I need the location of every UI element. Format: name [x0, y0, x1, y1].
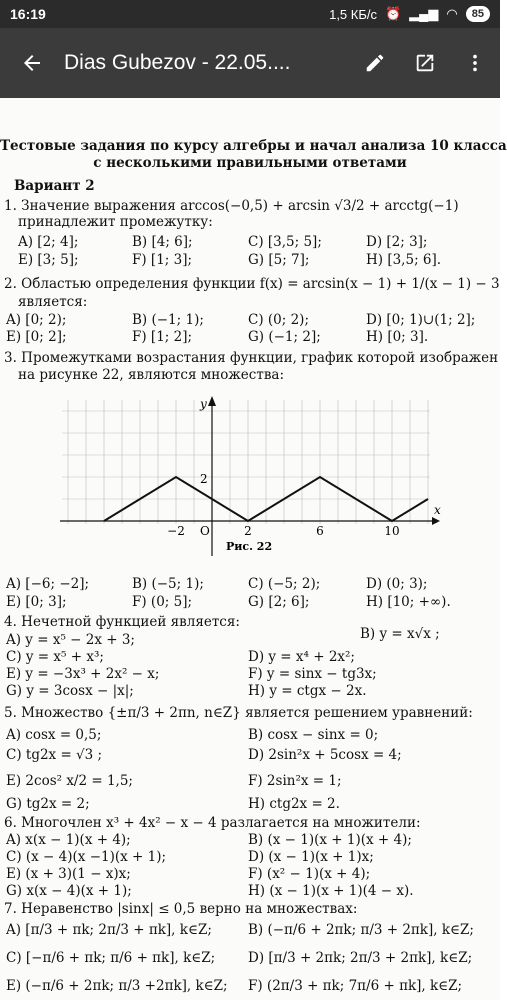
q6-opt-c: C) (x − 4)(x −1)(x + 1); — [6, 849, 167, 865]
origin-label: O — [200, 524, 210, 538]
open-external-button[interactable] — [400, 28, 450, 98]
q3-opt-g: G) [2; 6]; — [248, 594, 310, 610]
y-axis-arrow — [208, 396, 216, 406]
q4-opt-g: G) y = 3cosx − |x|; — [6, 683, 134, 699]
function-graph — [60, 396, 440, 556]
q1-opt-b: B) [4; 6]; — [132, 234, 193, 250]
q5-opt-g: G) tg2x = 2; — [6, 796, 90, 812]
q7-opt-a: A) [π/3 + πk; 2π/3 + πk], k∈Z; — [6, 922, 212, 938]
q4-opt-f: F) y = sinx − tg3x; — [248, 666, 377, 682]
doc-header-1: Тестовые задания по курсу алгебры и начал анализа 10 класса — [0, 138, 507, 154]
wifi-icon: ◠ — [446, 6, 458, 21]
q3-opt-b: B) (−5; 1); — [132, 576, 204, 592]
q3-opt-d: D) (0; 3); — [366, 576, 428, 592]
q2-opt-b: B) (−1; 1); — [132, 312, 204, 328]
battery-icon: 85 — [466, 6, 490, 22]
x-tick-label: 6 — [316, 524, 324, 538]
arrow-left-icon — [20, 51, 44, 75]
q2-opt-e: E) [0; 2]; — [6, 329, 67, 345]
q2-opt-c: C) (0; 2); — [248, 312, 309, 328]
q1-opt-g: G) [5; 7]; — [248, 252, 310, 268]
y-axis-label: y — [200, 397, 207, 411]
q3-opt-a: A) [−6; −2]; — [6, 576, 90, 592]
doc-header-2: с несколькими правильными ответами — [93, 155, 407, 171]
q6-opt-e: E) (x + 3)(1 − x)x; — [6, 866, 131, 882]
app-bar — [0, 28, 500, 98]
q3-opt-e: E) [0; 3]; — [6, 594, 67, 610]
x-tick-label: −2 — [167, 524, 185, 538]
q4-opt-d: D) y = x⁴ + 2x²; — [248, 649, 355, 665]
edit-button[interactable] — [350, 28, 400, 98]
q2-opt-g: G) (−1; 2]; — [248, 329, 321, 345]
q5-opt-e: E) 2cos² x/2 = 1,5; — [6, 773, 133, 789]
graph-svg — [60, 396, 440, 556]
x-axis-arrow — [432, 517, 440, 525]
q1-text: 1. Значение выражения arccos(−0,5) + arcsin √3/2 + arcctg(−1) — [4, 198, 459, 214]
q6-opt-b: B) (x − 1)(x + 1)(x + 4); — [248, 832, 412, 848]
q4-opt-h: H) y = ctgx − 2x. — [248, 683, 367, 699]
q7-opt-b: B) (−π/6 + 2πk; π/3 + 2πk], k∈Z; — [248, 922, 474, 938]
more-button[interactable] — [450, 28, 500, 98]
q3-opt-h: H) [10; +∞). — [366, 594, 451, 610]
q6-opt-d: D) (x − 1)(x + 1)x; — [248, 849, 374, 865]
q4-opt-a: A) y = x⁵ − 2x + 3; — [6, 632, 135, 648]
q6-opt-g: G) x(x − 4)(x + 1); — [6, 883, 132, 899]
q7-opt-e: E) (−π/6 + 2πk; π/3 +2πk], k∈Z; — [6, 978, 228, 994]
q1-opt-c: C) [3,5; 5]; — [248, 234, 322, 250]
q6-text: 6. Многочлен x³ + 4x² − x − 4 разлагается на множители: — [4, 815, 421, 831]
q4-opt-e: E) y = −3x³ + 2x² − x; — [6, 666, 160, 682]
q1-opt-h: H) [3,5; 6]. — [366, 252, 442, 268]
q1-opt-e: E) [3; 5]; — [18, 252, 79, 268]
q5-opt-d: D) 2sin²x + 5cosx = 4; — [248, 747, 402, 763]
x-tick-label: 2 — [244, 524, 252, 538]
q5-text: 5. Множество {±π/3 + 2πn, n∈Z} является решением уравнений: — [4, 705, 473, 721]
q3-opt-f: F) (0; 5]; — [132, 594, 193, 610]
variant-title: Вариант 2 — [14, 178, 95, 194]
x-tick-label: 10 — [384, 524, 400, 538]
q7-opt-d: D) [π/3 + 2πk; 2π/3 + 2πk], k∈Z; — [248, 950, 473, 966]
q3-text-2: на рисунке 22, являются множества: — [18, 367, 285, 383]
q7-opt-f: F) (2π/3 + πk; 7π/6 + πk], k∈Z; — [248, 978, 463, 994]
status-time: 16:19 — [10, 6, 46, 22]
q4-opt-c: C) y = x⁵ + x³; — [6, 649, 104, 665]
q1-opt-d: D) [2; 3]; — [366, 234, 428, 250]
q5-opt-b: B) cosx − sinx = 0; — [248, 727, 379, 743]
signal-icon: ▂▄▆ — [409, 6, 439, 21]
q1-opt-f: F) [1; 3]; — [132, 252, 193, 268]
q4-opt-b: B) y = x√x ; — [360, 626, 440, 642]
q2-opt-h: H) [0; 3]. — [366, 329, 429, 345]
network-speed: 1,5 КБ/с — [329, 6, 377, 22]
q3-opt-c: C) (−5; 2); — [248, 576, 321, 592]
alarm-icon: ⏰ — [385, 6, 402, 21]
q7-opt-c: C) [−π/6 + πk; π/6 + πk], k∈Z; — [6, 950, 216, 966]
q5-opt-h: H) ctg2x = 2. — [248, 796, 340, 812]
q4-text: 4. Нечетной функцией является: — [4, 614, 240, 630]
q2-opt-d: D) [0; 1)∪(1; 2]; — [366, 312, 476, 328]
figure-caption: Рис. 22 — [226, 540, 273, 553]
q1-text-2: принадлежит промежутку: — [18, 214, 213, 230]
pencil-icon — [364, 52, 386, 74]
open-in-new-icon — [414, 52, 436, 74]
q5-opt-c: C) tg2x = √3 ; — [6, 747, 103, 763]
q6-opt-a: A) x(x − 1)(x + 4); — [6, 832, 131, 848]
q6-opt-f: F) (x² − 1)(x + 4); — [248, 866, 371, 882]
status-bar — [0, 0, 500, 28]
q2-opt-f: F) [1; 2]; — [132, 329, 193, 345]
x-axis-label: x — [434, 503, 441, 517]
back-button[interactable] — [0, 28, 64, 98]
q2-text-2: является: — [18, 294, 88, 310]
q5-opt-f: F) 2sin²x = 1; — [248, 773, 342, 789]
q2-text: 2. Областью определения функции f(x) = arcsin(x − 1) + 1/(x − 1) − 3 — [4, 276, 500, 292]
more-vert-icon — [464, 52, 486, 74]
page-title: Dias Gubezov - 22.05.... — [64, 51, 291, 74]
document-image[interactable] — [0, 98, 507, 1000]
y-tick-2: 2 — [200, 472, 208, 486]
q6-opt-h: H) (x − 1)(x + 1)(4 − x). — [248, 883, 414, 899]
q3-text: 3. Промежутками возрастания функции, график которой изображен — [4, 350, 499, 366]
q2-opt-a: A) [0; 2); — [6, 312, 67, 328]
q1-opt-a: A) [2; 4]; — [18, 234, 79, 250]
q5-opt-a: A) cosx = 0,5; — [6, 727, 102, 743]
q7-text: 7. Неравенство |sinx| ≤ 0,5 верно на множествах: — [4, 901, 358, 917]
